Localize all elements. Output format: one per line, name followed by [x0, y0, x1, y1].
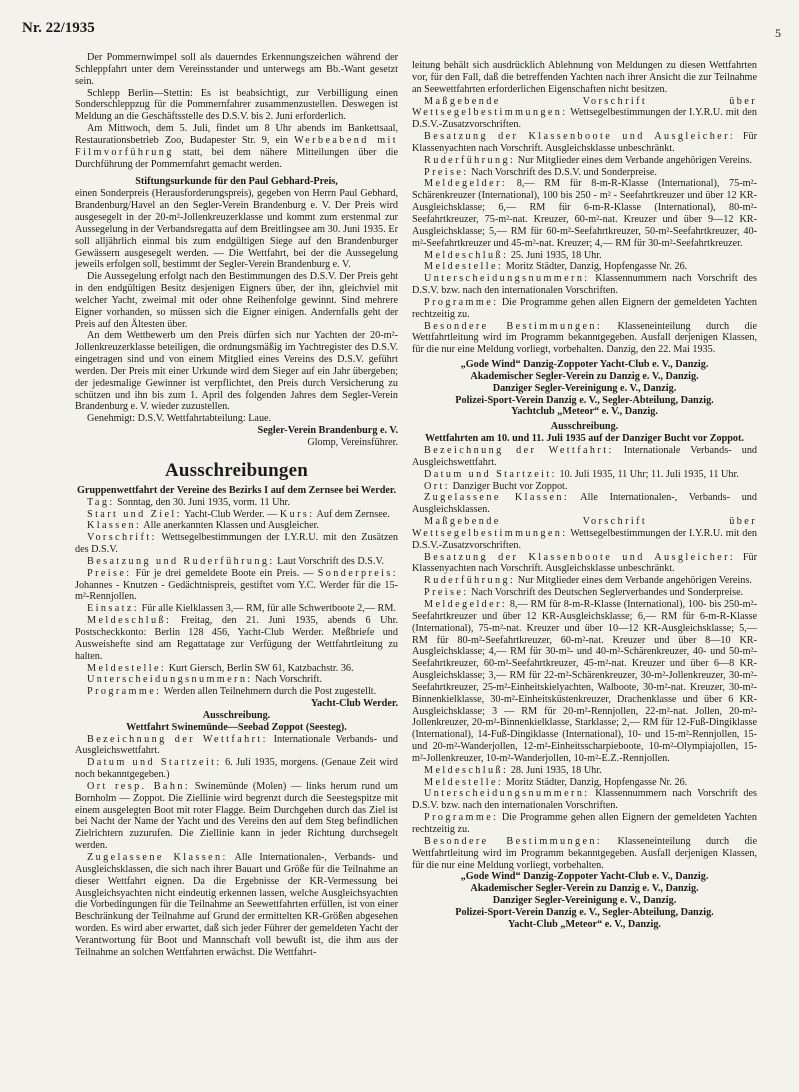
field-label: Besatzung und Ruderführung:: [87, 555, 275, 567]
heading-danziger-bucht: Wettfahrten am 10. und 11. Juli 1935 auf der Danziger Bucht vor Zoppot.: [425, 433, 744, 445]
entry-preise: [412, 167, 757, 179]
field-label: Kurs:: [279, 508, 315, 520]
field-label: Meldeschluß:: [424, 764, 509, 776]
entry-ruderfuehrung: [412, 155, 757, 167]
field-value: Freitag, den 21. Juni 1935, abends 6 Uhr. Postscheckkonto: Berlin 128 456, Yacht-Club Werder. Meßbriefe und Ausweishefte sind am Regattatage zur Verfügung der Wettfahrtleitung zu halten.: [75, 615, 398, 662]
right-column: [412, 60, 757, 931]
field-value: 10. Juli 1935, 11 Uhr; 11. Juli 1935, 11 Uhr.: [556, 468, 739, 480]
field-label: Ruderführung:: [424, 575, 516, 587]
field-label: Zugelassene Klassen:: [87, 852, 228, 863]
entry-meldeschluss: [412, 250, 757, 262]
entry-programme: [412, 297, 757, 321]
heading-ausschreibung: Ausschreibung.: [202, 709, 271, 721]
field-label: Meldestelle:: [87, 662, 167, 674]
field-label: Preise:: [424, 587, 469, 599]
field-value: Für alle Kielklassen 3,— RM, für alle Schwertboote 2,— RM.: [139, 603, 396, 615]
approval-line: Genehmigt: D.S.V. Wettfahrtabteilung: Laue.: [87, 413, 272, 425]
field-value: Nach Vorschrift des D.S.V. und Sonderpreise.: [468, 166, 657, 178]
field-label: Einsatz:: [87, 603, 140, 615]
entry-meldegelder: [412, 599, 757, 765]
club-signature: „Gode Wind“ Danzig-Zoppoter Yacht-Club e. V., Danzig.: [460, 871, 709, 883]
club-signature: Polizei-Sport-Verein Danzig e. V., Segler-Abteilung, Danzig.: [455, 906, 714, 918]
field-value: Die Programme gehen allen Eignern der gemeldeten Yachten rechtzeitig zu.: [412, 812, 757, 835]
entry-meldegelder: [412, 178, 757, 249]
field-value: Alle anerkannten Klassen und Ausgleicher.: [141, 520, 319, 532]
field-label: Meldegelder:: [424, 178, 508, 190]
field-value: Kurt Giersch, Berlin SW 61, Katzbachstr. 36.: [166, 662, 354, 674]
field-value: 28. Juni 1935, 18 Uhr.: [508, 764, 602, 776]
entry-unterscheidungsnummern: [412, 273, 757, 297]
entry-ruderfuehrung: [412, 575, 757, 587]
entry-meldestelle: [75, 663, 398, 675]
field-value: Die Programme gehen allen Eignern der gemeldeten Yachten rechtzeitig zu.: [412, 296, 757, 320]
club-signature: Polizei-Sport-Verein Danzig e. V., Segler-Abteilung, Danzig.: [455, 394, 714, 406]
field-label: Programme:: [87, 686, 162, 698]
entry-ort: [412, 481, 757, 493]
entry-vorschrift: [75, 532, 398, 556]
field-label: Ort resp. Bahn:: [87, 780, 191, 792]
entry-meldestelle: [412, 261, 757, 273]
field-label: Bezeichnung der Wettfahrt:: [87, 733, 268, 745]
field-value: Klasseneinteilung durch die Wettfahrtleitung wird im Programm bekanntgegeben. Ausfall derjenigen Klassen, für die nur eine Meldung vorliegt, vorbehalten.: [412, 835, 758, 871]
heading-swinemuende: Wettfahrt Swinemünde—Seebad Zoppot (Seesteg).: [126, 721, 347, 733]
text-span: Am Mittwoch, dem 5. Juli, findet um 8 Uhr abends im Bankettsaal, Restaurationsbetrieb Zoo, Budapester Str. 9, ein: [75, 123, 398, 146]
entry-ort: [75, 781, 398, 852]
entry-besatzung: [412, 131, 757, 155]
heading-gruppenwettfahrt: Gruppenwettfahrt der Vereine des Bezirks I auf dem Zernsee bei Werder.: [76, 484, 397, 496]
field-value: Klassennummern nach Vorschrift des D.S.V. bzw. nach den internationalen Vorschriften.: [412, 273, 757, 297]
field-value: Nur Mitglieder eines dem Verbande angehörigen Vereins.: [515, 154, 752, 166]
entry-zugelassene-klassen: [75, 852, 398, 959]
field-label: Zugelassene Klassen:: [424, 492, 570, 504]
field-value: Moritz Städter, Danzig, Hopfengasse Nr. 26.: [503, 776, 688, 788]
entry-meldeschluss: [75, 615, 398, 662]
entry-tag: [75, 497, 398, 509]
entry-zugelassene-klassen: [412, 492, 757, 516]
entry-besatzung: [412, 552, 757, 576]
page-number: 5: [775, 26, 781, 40]
field-label: Besondere Bestimmungen:: [424, 320, 603, 332]
entry-unterscheidungsnummern: [412, 788, 757, 812]
paragraph-pommernwimpel: Der Pommernwimpel soll als dauerndes Erkennungszeichen während der Schleppfahrt unter dem Vereinsstander und unterwegs am Bb.-Want gesetzt sein.: [75, 52, 398, 87]
field-value: Nach Vorschrift.: [252, 674, 323, 686]
field-value: Internationale Verbands- und Ausgleichswettfahrt.: [75, 733, 399, 757]
field-label: Besatzung der Klassenboote und Ausgleicher:: [424, 131, 736, 143]
field-value: 6. Juli 1935, morgens. (Genaue Zeit wird noch bekanntgegeben.): [75, 757, 398, 781]
entry-programme: [412, 812, 757, 836]
field-value: Für je drei gemeldete Boote ein Preis. —: [131, 567, 318, 579]
field-label: Ort:: [424, 480, 451, 492]
paragraph-stiftung: einen Sonderpreis (Herausforderungspreis), gegeben von Herrn Paul Gebhard, Brandenburg/Havel an den Segler-Verein Brandenburg e. V. Der Preis wird ausgesegelt in der 20-m²-Jollenkreuzerklasse und kommt zum erstenmal zur Aussegelung in der Verbandsregatta auf dem Breitlingsee am 30. Juni 1935. Er soll alljährlich einmal bis zum endgültigen Siege auf den Brandenburger Gewässern ausgesegelt werden. — Die Wettfahrt, bei der die Aussegelung jeweils erfolgen soll, bestimmt der Segler-Verein Brandenburg e. V.: [75, 188, 398, 271]
entry-einsatz: [75, 603, 398, 615]
field-value: Nur Mitglieder eines dem Verbande angehörigen Vereins.: [515, 575, 752, 587]
field-label: Sonderpreis:: [317, 567, 398, 579]
entry-datum: [412, 469, 757, 481]
field-label: Preise:: [424, 166, 469, 178]
club-signature: Yachtclub „Meteor“ e. V., Danzig.: [511, 406, 658, 418]
field-label: Unterscheidungsnummern:: [424, 273, 590, 285]
field-label: Maßgebende Vorschrift über Wettsegelbestimmungen:: [412, 516, 757, 539]
field-label: Meldeschluß:: [87, 615, 172, 627]
entry-programme: [75, 686, 398, 698]
entry-massgebende-vorschrift: [412, 516, 757, 552]
club-signature: Akademischer Segler-Verein zu Danzig e. V., Danzig.: [470, 883, 699, 895]
field-value: Klasseneinteilung durch die Wettfahrtleitung wird im Programm bekanntgegeben. Ausfall derjenigen Klassen, für die nur eine Meldung vorliegt, vorbehalten. Danzig, den 22. Mai 1935.: [412, 320, 758, 356]
field-value: Yacht-Club Werder. —: [181, 508, 280, 520]
field-label: Maßgebende Vorschrift über Wettsegelbestimmungen:: [412, 95, 757, 119]
paragraph-wettbewerb: An dem Wettbewerb um den Preis dürfen sich nur Yachten der 20-m²-Jollenkreuzerklasse beteiligen, die ordnungsmäßig im Yachtregister des D.S.V. eingetragen sind und von einem Mitglied eines Vereins des D.S.V. geführt werden. Der Preis mit einer Urkunde wird dem Sieger auf ein Jahr übergeben; der jedesmalige Gewinner ist verpflichtet, den Preis durch Versicherung zu schützen und ihn bis zum 1. April des folgenden Jahres dem Segler-Verein Brandenburg e. V. wieder zuzustellen.: [75, 330, 398, 413]
field-label: Unterscheidungsnummern:: [424, 788, 590, 800]
field-value: Wettsegelbestimmungen der I.Y.R.U. mit den D.S.V.-Zusatzvorschriften.: [412, 107, 757, 131]
field-value: Johannes - Knutzen - Gedächtnispreis, gestiftet vom Y.C. Werder für die 15-m²-Rennjollen.: [75, 579, 398, 603]
signature-club: Segler-Verein Brandenburg e. V.: [257, 425, 398, 437]
signature-person: Glomp, Vereinsführer.: [307, 437, 398, 448]
entry-massgebende-vorschrift: [412, 96, 757, 132]
heading-ausschreibung: Ausschreibung.: [550, 421, 619, 433]
entry-preise: [412, 587, 757, 599]
field-value: 25. Juni 1935, 18 Uhr.: [508, 249, 602, 261]
field-value: Internationale Verbands- und Ausgleichswettfahrt.: [412, 445, 758, 468]
entry-bezeichnung: [75, 734, 398, 758]
field-label: Programme:: [424, 296, 499, 308]
entry-unterscheidungsnummern: [75, 674, 398, 686]
section-title-ausschreibungen: Ausschreibungen: [164, 459, 309, 481]
field-value: Sonntag, den 30. Juni 1935, vorm. 11 Uhr.: [114, 496, 290, 508]
field-value: Nach Vorschrift des Deutschen Seglerverbandes und Sonderpreise.: [468, 587, 744, 599]
heading-stiftungsurkunde: Stiftungsurkunde für den Paul Gebhard-Preis,: [135, 176, 338, 188]
field-label: Besatzung der Klassenboote und Ausgleicher:: [424, 551, 736, 563]
field-label: Start und Ziel:: [87, 508, 182, 520]
club-signature: Danziger Segler-Vereinigung e. V., Danzig.: [492, 895, 677, 907]
entry-start-ziel: [75, 509, 398, 521]
field-label: Besondere Bestimmungen:: [424, 835, 603, 847]
entry-bezeichnung: [412, 445, 757, 469]
field-label: Meldegelder:: [424, 598, 508, 610]
field-value: Wettsegelbestimmungen der I.Y.R.U. mit den Zusätzen des D.S.V.: [75, 532, 398, 556]
paragraph-werbeabend: [75, 123, 398, 170]
field-value: Alle Internationalen-, Verbands- und Ausgleichsklassen.: [412, 492, 757, 516]
field-value: Laut Vorschrift des D.S.V.: [274, 555, 385, 567]
entry-besondere-bestimmungen: [412, 321, 757, 357]
field-label: Programme:: [424, 812, 499, 824]
field-label: Meldestelle:: [424, 261, 504, 273]
field-value: Wettsegelbestimmungen der I.Y.R.U. mit den D.S.V.-Zusatzvorschriften.: [412, 527, 757, 551]
field-label: Datum und Startzeit:: [424, 468, 557, 480]
field-value: Moritz Städter, Danzig, Hopfengasse Nr. 26.: [503, 261, 688, 273]
club-signature: „Gode Wind“ Danzig-Zoppoter Yacht-Club e. V., Danzig.: [460, 359, 709, 371]
spaced-text: Werbeabend mit Filmvorführung: [75, 134, 398, 158]
field-label: Meldeschluß:: [424, 249, 509, 261]
paragraph-aussegelung: Die Aussegelung erfolgt nach den Bestimmungen des D.S.V. Der Preis geht in den endgültigen Besitz desjenigen Eigners über, der ihn, gleichviel mit welcher Yacht, zweimal mit oder ohne Reihenfolge gewinnt. Sind mehrere Eigner vorhanden, so müssen sich die Eigner einigen. Andernfalls geht der Preis auf den Ältesten über.: [75, 271, 398, 330]
entry-besatzung: [75, 556, 398, 568]
field-value: Alle Internationalen-, Verbands- und Ausgleichsklassen, die sich nach ihrer Bauart und Größe für die Teilnahme an dieser Wettfahrt eignen. Da die Ergebnisse der KR-Vermessung bei Ausgleichsyachten nicht eindeutig erkennen lassen, welche Ausgleichsyachten die Vorbedingungen für die Teilnahme an Seewettfahrten erfüllen, ist von einer Beschränkung der Teilnahme auf Grund der ermittelten KR-Größen abgesehen worden. Es wird aber erwartet, daß sich jeder Führer der gemeldeten Yacht der Verantwortung für Boot und Mannschaft voll bewußt ist, die ihm aus der Teilnahme an solchen Wettfahrten erwächst. Die Wettfahrt-: [75, 852, 399, 958]
paragraph-continuation: leitung behält sich ausdrücklich Ablehnung von Meldungen zu diesen Wettfahrten vor, für den Fall, daß die betreffenden Yachten nach ihrer Ansicht die zur Teilnahme an Seewettfahrten erforderlichen Eigenschaften nicht besitzen.: [412, 60, 757, 95]
entry-preise: [75, 568, 398, 604]
field-label: Bezeichnung der Wettfahrt:: [424, 445, 614, 456]
entry-meldeschluss: [412, 765, 757, 777]
club-signature: Danziger Segler-Vereinigung e. V., Danzig.: [492, 382, 677, 394]
issue-number: Nr. 22/1935: [22, 20, 95, 36]
field-value: 8,— RM für 8-m-R-Klasse (International), 75-m²-Schärenkreuzer (International), 100 bis 250 - m² - Seefahrtkreuzer und über 12 KR-Ausgleichsklasse; 6,— RM für 6-m-R-Klasse (International), 80-m²-Seefahrtkreuzer, 75-m²-nat. Kreuzer, 60-m²-nat. Kreuzer und über 9—12 KR-Ausgleichsklasse; 5,— RM für 60-m²-Seefahrtkreuzer, 50-m²-Seefahrtkreuzer, 40-m²-Seefahrtkreuzer und 45-m²-nat. Kreuzer; 4,— RM für 30-m²-Seefahrtkreuzer.: [412, 178, 757, 249]
left-column: [75, 52, 398, 959]
field-value: Klassennummern nach Vorschrift des D.S.V. bzw. nach den internationalen Vorschriften.: [412, 788, 757, 812]
field-label: Klassen:: [87, 520, 142, 532]
field-label: Ruderführung:: [424, 154, 516, 166]
field-value: Werden allen Teilnehmern durch die Post zugestellt.: [161, 686, 377, 698]
field-value: 8,— RM für 8-m-R-Klasse (International), 100- bis 250-m²-Seefahrtkreuzer und über 12 KR-Ausgleichsklasse; 6,— RM für 6-m-R-Klasse (International), 75-m²-nat. Kreuzer und über 10—12 KR-Ausgleichsklasse; 5,— RM für 80-m²-Seefahrtkreuzer, 60-m²-nat. Kreuzer und über 8—10 KR-Ausgleichsklasse; 4,— RM für 30-m²- und 40-m²-Schärenkreuzer, 40- und 50-m²-Seefahrtkreuzer, 60-m²-Seefahrtkreuzer, 45-m²-nat. Kreuzer und über 6—8 KR-Ausgleichsklasse; 3,— RM für 22-m²-Schärenkreuzer, 30-m²-Jollenkreuzer, 30-m²-Seefahrtkreuzer, 25-m²-Einheitskielyachten, Walboote, 30-m²-nat. Kreuzer, 30-m²-Binnenkielklasse, 30-m²-Einheitsküstenkreuzer, Drachenklasse und über 6 KR-Ausgleichsklasse; 3 — RM für 20-m²-Rennjollen, 22-m²-nat. Jollen, 20-m²-Jollenkreuzer, 20-m²-Binnenkielklasse, Starklasse; 2,— RM für 12-Fuß-Dingiklasse (International), 14-Fuß-Dingiklasse (International), 10- und 15-m²-Rennjollen, 15- und 20-m²-Wanderjollen, 12-m²-Einheitsscharpieboote, 10-m²-Olympiajollen, 15-m²-Jollenkreuzer, 10-m²-Wanderjollen, 10-m²-E.Z.-Rennjollen.: [412, 598, 757, 764]
field-value: Danziger Bucht vor Zoppot.: [450, 480, 568, 492]
field-value: Für Klassenyachten nach Vorschrift. Ausgleichsklasse unbeschränkt.: [412, 131, 757, 154]
signature-yacht-club-werder: Yacht-Club Werder.: [310, 698, 398, 710]
entry-datum: [75, 757, 398, 781]
field-label: Datum und Startzeit:: [87, 757, 222, 769]
field-label: Vorschrift:: [87, 532, 157, 544]
club-signature: Yacht-Club „Meteor“ e. V., Danzig.: [508, 918, 661, 930]
field-value: Für Klassenyachten nach Vorschrift. Ausgleichsklasse unbeschränkt.: [412, 551, 757, 575]
field-label: Unterscheidungsnummern:: [87, 674, 253, 686]
field-value: Swinemünde (Molen) — links herum rund um Bornholm — Zoppot. Die Ziellinie wird begrenzt durch die Seestegspitze mit einem ausgelegten Boot mit roter Flagge. Beim Durchgehen durch das Ziel ist bei Nacht der Name der Yacht und des Vereins den auf dem Steg befindlichen Zielrichtern zuzurufen. Die Ziellinie kann in jeder Richtung durchsegelt werden.: [75, 780, 399, 852]
field-value: Auf dem Zernsee.: [314, 508, 390, 520]
text-span: statt, bei dem nähere Mitteilungen über die Durchführung der Pommernfahrt gemacht werden.: [75, 146, 398, 170]
field-label: Preise:: [87, 567, 132, 579]
entry-besondere-bestimmungen: [412, 836, 757, 872]
club-signature: Akademischer Segler-Verein zu Danzig e. V., Danzig.: [470, 370, 699, 382]
paragraph-schlepp: Schlepp Berlin—Stettin: Es ist beabsichtigt, zur Verbilligung einen Sonderschleppzug für die Pommernfahrer zusammenzustellen. Deswegen ist Meldung an die Geschäftsstelle des D.S.V. bis 2. Juni erforderlich.: [75, 87, 398, 123]
field-label: Meldestelle:: [424, 776, 504, 788]
entry-klassen: [75, 520, 398, 532]
field-label: Tag:: [87, 496, 115, 508]
entry-meldestelle: [412, 777, 757, 789]
page-header: [0, 0, 799, 40]
